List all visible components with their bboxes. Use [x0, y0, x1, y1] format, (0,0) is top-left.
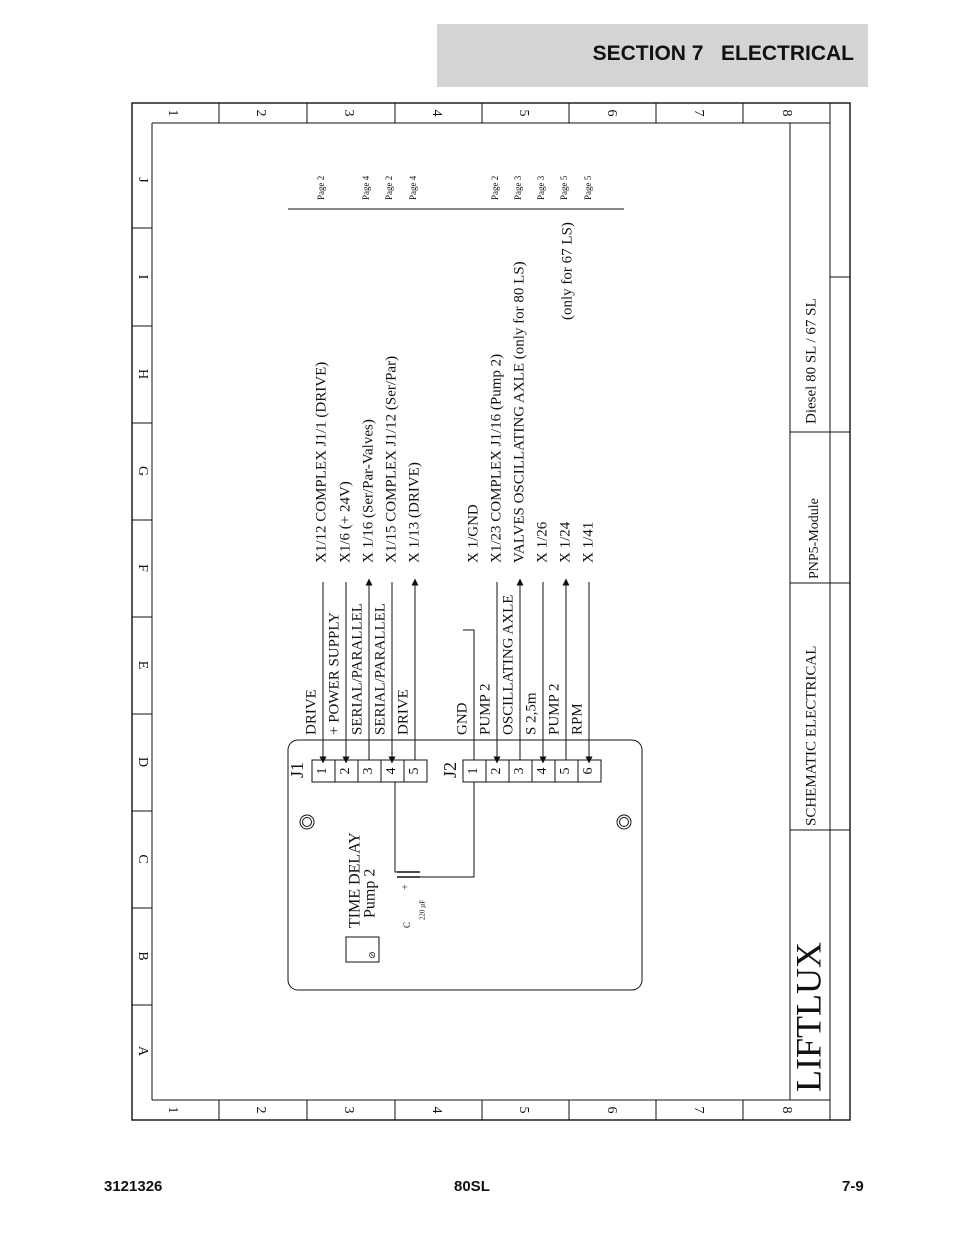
- j2-note: (only for 67 LS): [559, 222, 576, 320]
- j1-destination: X1/6 (+ 24V): [337, 481, 354, 563]
- j2-destination: X 1/24: [557, 521, 574, 563]
- time-delay-pump-label: Pump 2: [361, 868, 379, 918]
- model-name: Diesel 80 SL / 67 SL: [803, 298, 820, 424]
- footer-page-number: 7-9: [842, 1178, 864, 1195]
- j2-signal-name: S 2,5m: [523, 692, 540, 735]
- j2-pin-number: 5: [558, 767, 574, 775]
- col-label-bottom: 3: [340, 1106, 356, 1114]
- j1-destination: X1/15 COMPLEX J1/12 (Ser/Par): [383, 355, 400, 563]
- col-label-bottom: 2: [252, 1106, 268, 1114]
- j1-signal-name: SERIAL/PARALLEL: [372, 603, 389, 735]
- module-name: PNP5-Module: [807, 498, 823, 579]
- company-logo: LIFTLUX: [788, 942, 829, 1092]
- row-label: F: [134, 564, 150, 572]
- page-ref: Page 4: [408, 175, 419, 200]
- page-ref: Page 2: [316, 175, 327, 200]
- row-label: I: [134, 274, 150, 280]
- drawing-outer-frame: [132, 103, 850, 1120]
- row-label: G: [134, 465, 150, 477]
- j1-signal-name: DRIVE: [395, 689, 412, 735]
- j1-signal-name: DRIVE: [303, 689, 320, 735]
- page-ref: Page 3: [513, 175, 524, 200]
- j2-destination: X 1/41: [580, 521, 597, 563]
- col-label-top: 1: [164, 109, 180, 117]
- j2-signal-name: RPM: [569, 703, 586, 735]
- j2-destination: X1/23 COMPLEX J1/16 (Pump 2): [488, 353, 505, 563]
- col-label-bottom: 4: [428, 1106, 444, 1114]
- j1-pin-number: 4: [384, 767, 400, 775]
- col-label-top: 8: [778, 109, 794, 117]
- capacitor-plus: +: [400, 884, 412, 890]
- j2-pin-number: 3: [512, 767, 528, 775]
- j2-pin-number: 4: [535, 767, 551, 775]
- j2-signal-name: PUMP 2: [546, 683, 563, 735]
- time-delay-label: TIME DELAY: [346, 832, 364, 928]
- footer-doc-number: 3121326: [104, 1178, 163, 1195]
- col-label-bottom: 1: [164, 1106, 180, 1114]
- capacitor-label: C: [402, 921, 413, 929]
- pnp5-module-outline: [288, 740, 642, 990]
- row-label: H: [134, 368, 150, 380]
- page-ref: Page 3: [536, 175, 547, 200]
- drawing-title: SCHEMATIC ELECTRICAL: [803, 645, 820, 826]
- col-label-top: 3: [340, 109, 356, 117]
- row-label: E: [134, 660, 150, 670]
- mounting-hole: [620, 818, 629, 827]
- j1-pin-number: 2: [338, 767, 354, 775]
- j1-connector-label: J1: [287, 761, 308, 778]
- j2-signal-name: GND: [454, 702, 471, 735]
- switch-symbol: ⊘: [367, 951, 378, 959]
- page-ref: Page 5: [559, 175, 570, 200]
- j2-destination: VALVES OSCILLATING AXLE (only for 80 LS): [511, 261, 528, 563]
- j1-signal-name: + POWER SUPPLY: [326, 612, 343, 735]
- j1-destination: X 1/13 (DRIVE): [406, 462, 423, 563]
- row-label: C: [134, 854, 150, 864]
- col-label-top: 5: [515, 109, 531, 117]
- section-title: ELECTRICAL: [721, 42, 854, 65]
- col-label-bottom: 6: [603, 1106, 619, 1114]
- page-ref: Page 2: [490, 175, 501, 200]
- j2-destination: X 1/GND: [465, 504, 482, 563]
- page-ref: Page 2: [384, 175, 395, 200]
- j1-pin-number: 1: [315, 767, 331, 775]
- capacitor-wire-j1: [395, 782, 408, 872]
- col-label-bottom: 5: [515, 1106, 531, 1114]
- page-ref: Page 4: [361, 175, 372, 200]
- j1-pin-number: 3: [361, 767, 377, 775]
- col-label-top: 6: [603, 109, 619, 117]
- col-label-top: 2: [252, 109, 268, 117]
- col-label-bottom: 8: [778, 1106, 794, 1114]
- j2-connector-label: J2: [440, 761, 461, 778]
- row-label: D: [134, 756, 150, 768]
- j2-pin-number: 6: [581, 767, 597, 775]
- section-number: SECTION 7: [592, 42, 704, 65]
- col-label-bottom: 7: [690, 1106, 706, 1114]
- page-ref: Page 5: [583, 175, 594, 200]
- j2-pin-number: 2: [489, 767, 505, 775]
- row-label: J: [134, 177, 150, 183]
- j2-pin-number: 1: [466, 767, 482, 775]
- j2-signal-name: OSCILLATING AXLE: [500, 594, 517, 735]
- footer-model: 80SL: [454, 1178, 490, 1195]
- j1-destination: X 1/16 (Ser/Par-Valves): [360, 419, 377, 563]
- j2-signal-name: PUMP 2: [477, 683, 494, 735]
- col-label-top: 4: [428, 109, 444, 117]
- j1-pin-number: 5: [407, 767, 423, 775]
- capacitor-wire-j2: [408, 782, 474, 877]
- j1-destination: X1/12 COMPLEX J1/1 (DRIVE): [313, 361, 330, 563]
- j2-destination: X 1/26: [534, 521, 551, 563]
- mounting-hole: [303, 818, 312, 827]
- row-label: B: [134, 951, 150, 961]
- col-label-top: 7: [690, 109, 706, 117]
- capacitor-value: 220 µF: [418, 899, 427, 921]
- j1-signal-name: SERIAL/PARALLEL: [349, 603, 366, 735]
- row-label: A: [134, 1045, 150, 1057]
